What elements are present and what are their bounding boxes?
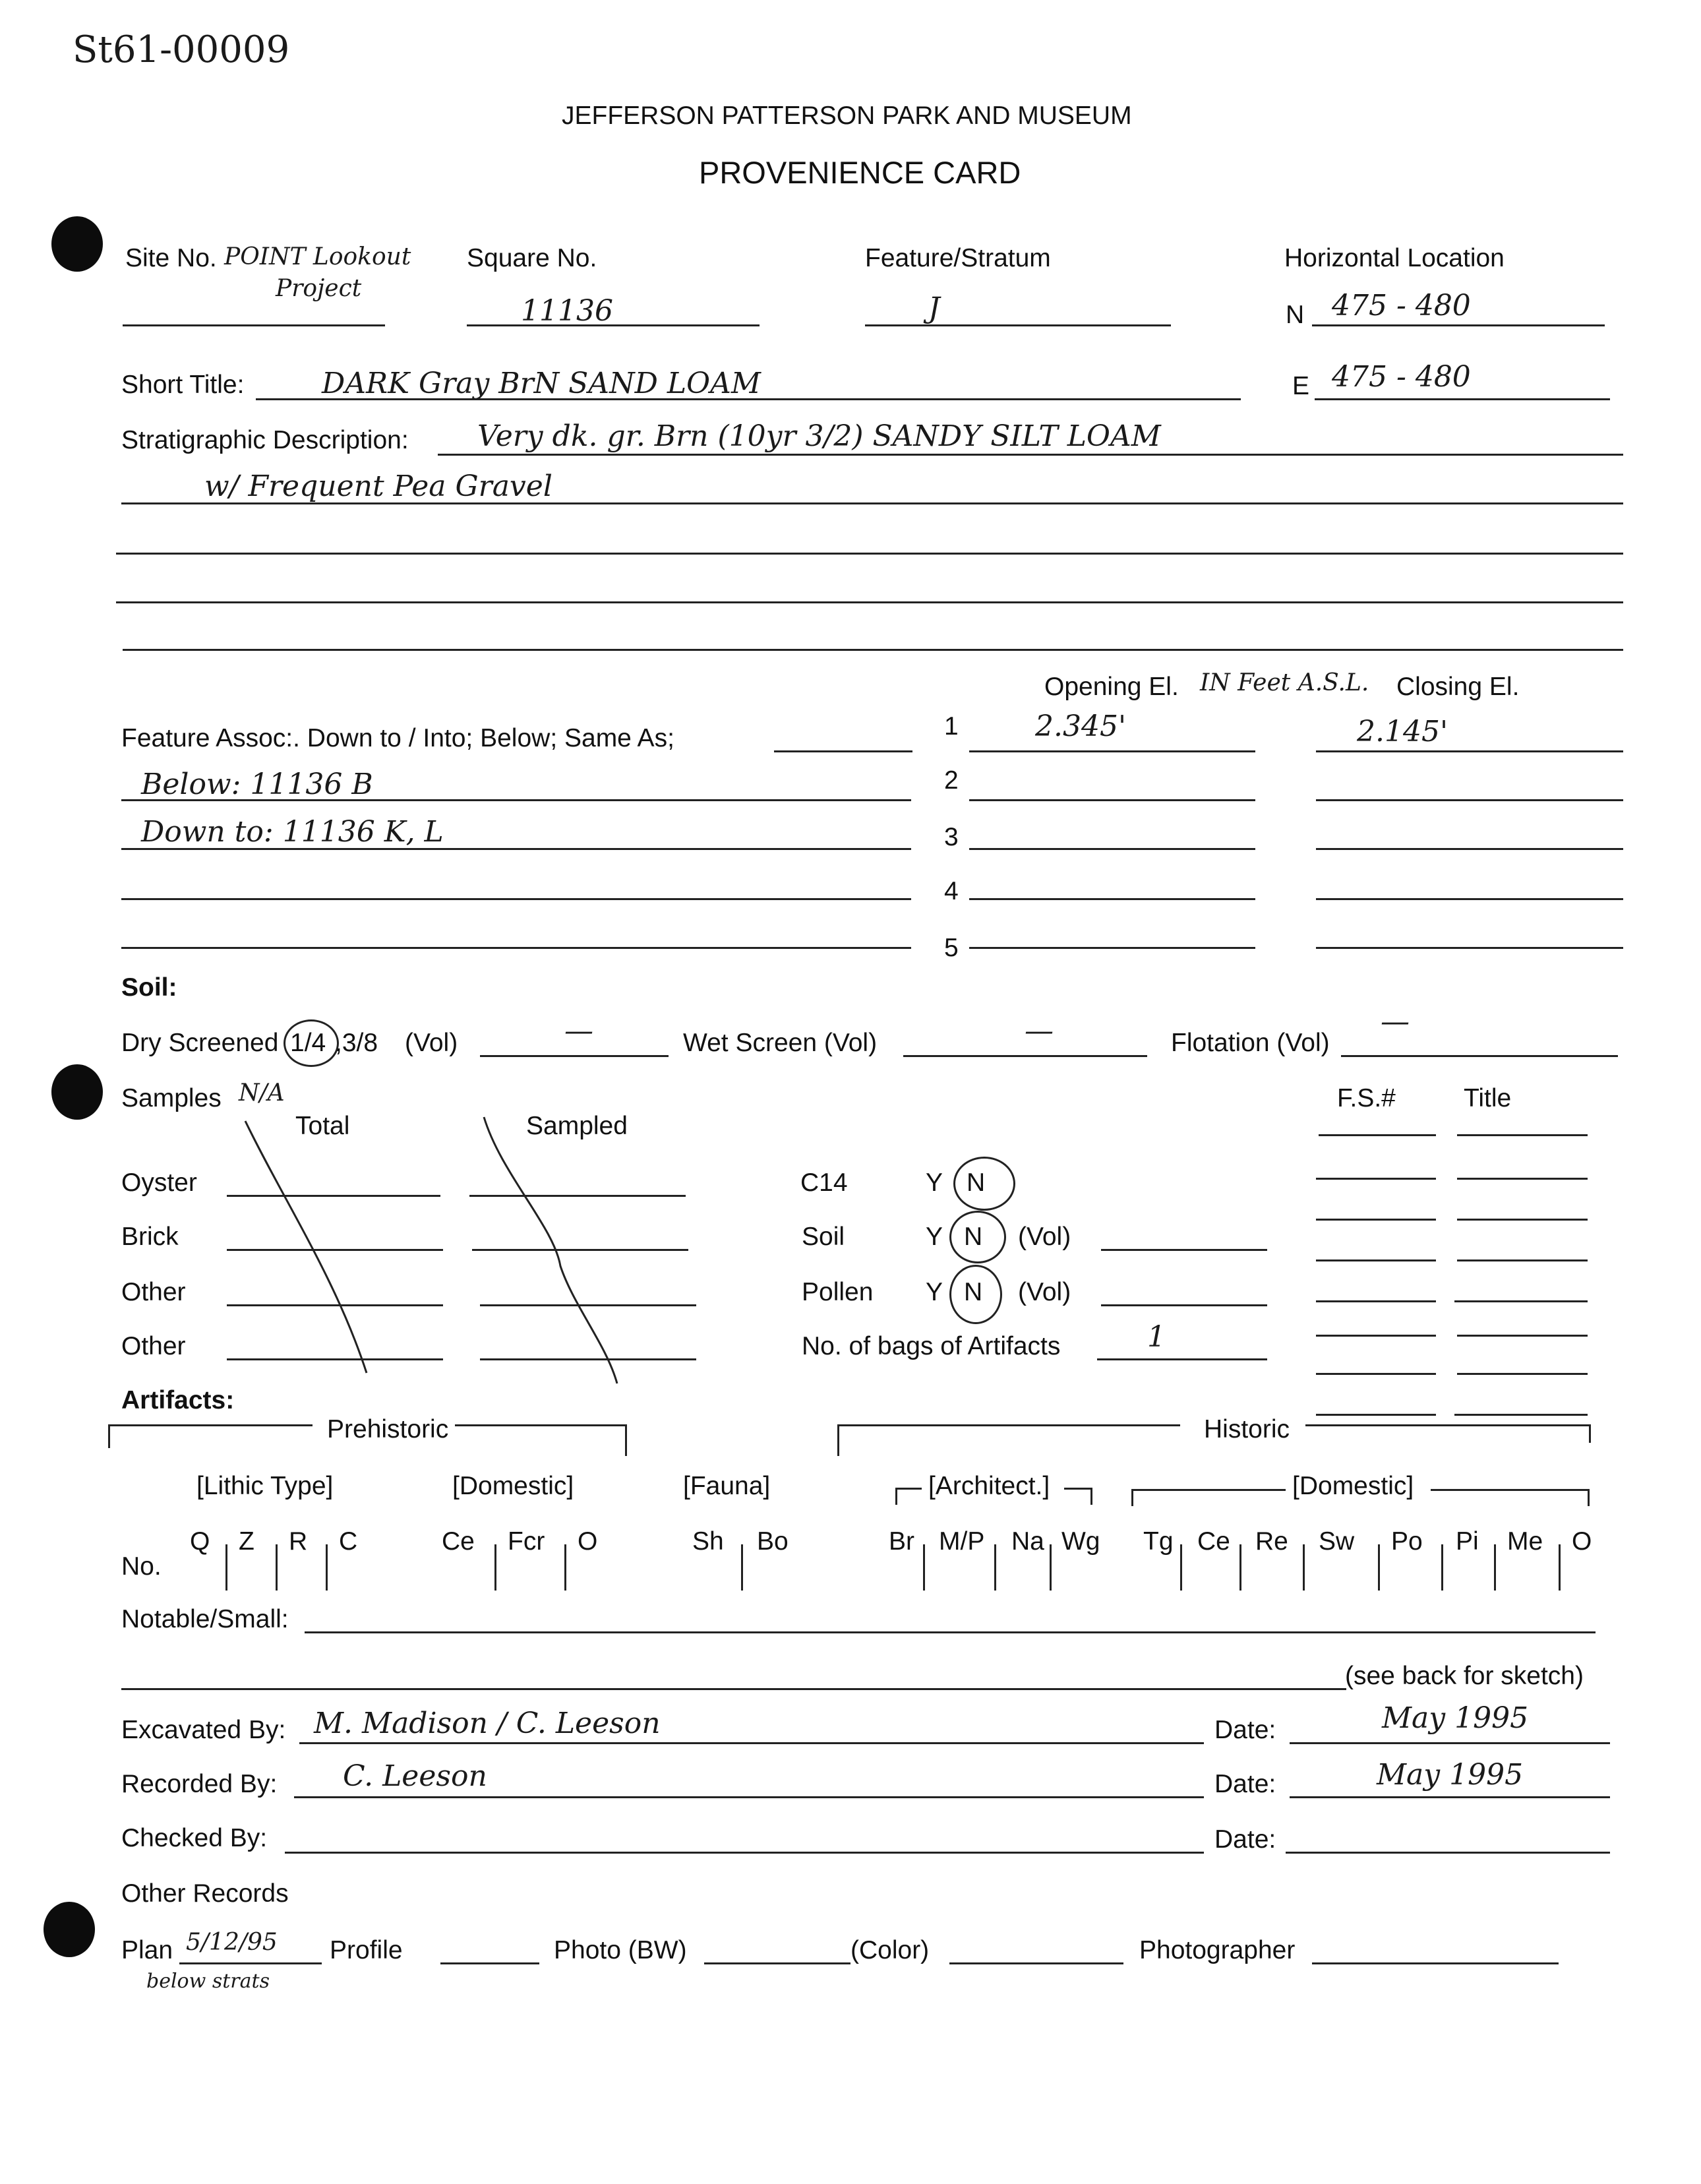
checked-label: Checked By:	[121, 1824, 268, 1852]
square-value: 11136	[521, 294, 613, 328]
soil-label: Soil:	[121, 973, 177, 1002]
artifacts-label: Artifacts:	[121, 1386, 235, 1414]
elev-row-3: 3	[944, 823, 959, 851]
site-value-line1: POINT Lookout	[224, 243, 411, 270]
code-c: C	[339, 1527, 358, 1556]
strat-line2: w/ Frequent Pea Gravel	[204, 470, 552, 503]
flotation-value: —	[1381, 1005, 1410, 1039]
fauna-header: [Fauna]	[683, 1472, 771, 1500]
flotation-label: Flotation (Vol)	[1171, 1029, 1330, 1057]
elev-row-5: 5	[944, 934, 959, 962]
fs-title-header: Title	[1464, 1084, 1512, 1112]
prehistoric-header: Prehistoric	[327, 1415, 449, 1443]
c14-no: N	[967, 1168, 986, 1197]
recorded-value: C. Leeson	[343, 1759, 487, 1793]
c14-no-circle	[953, 1157, 1015, 1211]
code-bo: Bo	[757, 1527, 789, 1556]
code-q: Q	[190, 1527, 210, 1556]
horizontal-label: Horizontal Location	[1284, 244, 1505, 272]
excavated-value: M. Madison / C. Leeson	[314, 1707, 661, 1740]
site-value-line2: Project	[276, 275, 362, 302]
excavated-label: Excavated By:	[121, 1716, 286, 1744]
historic-header: Historic	[1204, 1415, 1290, 1443]
sample-row-other-1: Other	[121, 1278, 186, 1306]
photographer-label: Photographer	[1139, 1936, 1296, 1964]
closing-el-label: Closing El.	[1396, 673, 1520, 701]
feature-value: J	[928, 291, 940, 325]
samples-sampled-header: Sampled	[526, 1112, 628, 1140]
dry-option-three-eighths: ,3/8	[335, 1029, 378, 1057]
c14-yes: Y	[926, 1168, 943, 1197]
dry-vol-label: (Vol)	[405, 1029, 458, 1057]
other-records-label: Other Records	[121, 1879, 289, 1908]
north-value: 475 - 480	[1332, 289, 1471, 322]
pollen-label: Pollen	[802, 1278, 874, 1306]
recorded-date-label: Date:	[1214, 1770, 1276, 1798]
feature-label: Feature/Stratum	[865, 244, 1051, 272]
code-o-pre: O	[578, 1527, 598, 1556]
strat-label: Stratigraphic Description:	[121, 426, 409, 454]
elev-row-1: 1	[944, 712, 959, 741]
document-id: St61-00009	[73, 28, 290, 71]
artifact-no-label: No.	[121, 1552, 162, 1581]
code-ce-pre: Ce	[442, 1527, 475, 1556]
code-na: Na	[1011, 1527, 1044, 1556]
soil-sample-yes: Y	[926, 1223, 943, 1251]
east-label: E	[1292, 372, 1310, 400]
pollen-yes: Y	[926, 1278, 943, 1306]
code-br: Br	[889, 1527, 914, 1556]
photo-bw-label: Photo (BW)	[554, 1936, 687, 1964]
feature-assoc-line1: Below: 11136 B	[141, 768, 373, 801]
plan-value: 5/12/95	[186, 1929, 278, 1956]
code-sh: Sh	[692, 1527, 724, 1556]
domestic-prehistoric-header: [Domestic]	[452, 1472, 574, 1500]
dry-vol-value: —	[564, 1014, 593, 1048]
plan-note: below strats	[146, 1970, 270, 1993]
lithic-type-header: [Lithic Type]	[196, 1472, 334, 1500]
code-re: Re	[1255, 1527, 1288, 1556]
code-wg: Wg	[1061, 1527, 1100, 1556]
page-title: PROVENIENCE CARD	[699, 155, 1021, 190]
dry-option-quarter: 1/4	[290, 1029, 326, 1057]
north-label: N	[1286, 301, 1305, 329]
code-z: Z	[239, 1527, 254, 1556]
excavated-date-label: Date:	[1214, 1716, 1276, 1744]
notable-label: Notable/Small:	[121, 1605, 289, 1633]
soil-sample-vol: (Vol)	[1018, 1223, 1071, 1251]
wet-screen-value: —	[1025, 1014, 1054, 1048]
fs-number-header: F.S.#	[1337, 1084, 1396, 1112]
strat-line1: Very dk. gr. Brn (10yr 3/2) SANDY SILT LOAM	[477, 419, 1161, 453]
code-r: R	[289, 1527, 308, 1556]
samples-total-header: Total	[295, 1112, 350, 1140]
square-label: Square No.	[467, 244, 597, 272]
excavated-date-value: May 1995	[1382, 1701, 1529, 1735]
code-pi: Pi	[1456, 1527, 1479, 1556]
bags-value: 1	[1147, 1320, 1166, 1354]
short-title-label: Short Title:	[121, 371, 245, 399]
code-mp: M/P	[939, 1527, 985, 1556]
samples-value: N/A	[239, 1079, 285, 1107]
org-name: JEFFERSON PATTERSON PARK AND MUSEUM	[562, 102, 1132, 130]
plan-label: Plan	[121, 1936, 173, 1964]
code-ce-hist: Ce	[1197, 1527, 1230, 1556]
east-value: 475 - 480	[1332, 360, 1471, 394]
site-label: Site No.	[125, 244, 217, 272]
sample-row-other-2: Other	[121, 1332, 186, 1360]
checked-date-label: Date:	[1214, 1825, 1276, 1854]
sample-row-brick: Brick	[121, 1223, 179, 1251]
soil-sample-no: N	[964, 1223, 983, 1251]
recorded-date-value: May 1995	[1377, 1758, 1524, 1792]
opening-el-label: Opening El.	[1044, 673, 1179, 701]
recorded-label: Recorded By:	[121, 1770, 278, 1798]
profile-label: Profile	[330, 1936, 403, 1964]
code-o-hist: O	[1572, 1527, 1592, 1556]
domestic-historic-header: [Domestic]	[1292, 1472, 1414, 1500]
pollen-no: N	[964, 1278, 983, 1306]
feature-assoc-label: Feature Assoc:. Down to / Into; Below; Same As;	[121, 724, 674, 752]
photo-color-label: (Color)	[850, 1936, 930, 1964]
code-fcr: Fcr	[508, 1527, 545, 1556]
see-back-note: (see back for sketch)	[1345, 1662, 1584, 1690]
short-title-value: DARK Gray BrN SAND LOAM	[322, 367, 761, 400]
closing-el-1: 2.145'	[1357, 715, 1448, 748]
code-sw: Sw	[1319, 1527, 1355, 1556]
soil-sample-no-circle	[949, 1211, 1006, 1263]
elev-row-4: 4	[944, 877, 959, 905]
c14-label: C14	[800, 1168, 848, 1197]
feature-assoc-line2: Down to: 11136 K, L	[141, 815, 444, 849]
soil-sample-label: Soil	[802, 1223, 845, 1251]
code-po: Po	[1391, 1527, 1423, 1556]
wet-screen-label: Wet Screen (Vol)	[683, 1029, 878, 1057]
pollen-vol: (Vol)	[1018, 1278, 1071, 1306]
samples-label: Samples	[121, 1084, 222, 1112]
sample-row-oyster: Oyster	[121, 1168, 197, 1197]
pollen-no-circle	[949, 1265, 1002, 1324]
bags-label: No. of bags of Artifacts	[802, 1332, 1061, 1360]
elev-annotation: IN Feet A.S.L.	[1200, 669, 1369, 696]
code-me: Me	[1507, 1527, 1543, 1556]
code-tg: Tg	[1143, 1527, 1174, 1556]
opening-el-1: 2.345'	[1035, 710, 1127, 743]
architect-header: [Architect.]	[928, 1472, 1050, 1500]
elev-row-2: 2	[944, 766, 959, 795]
dry-screened-label: Dry Screened	[121, 1029, 279, 1057]
